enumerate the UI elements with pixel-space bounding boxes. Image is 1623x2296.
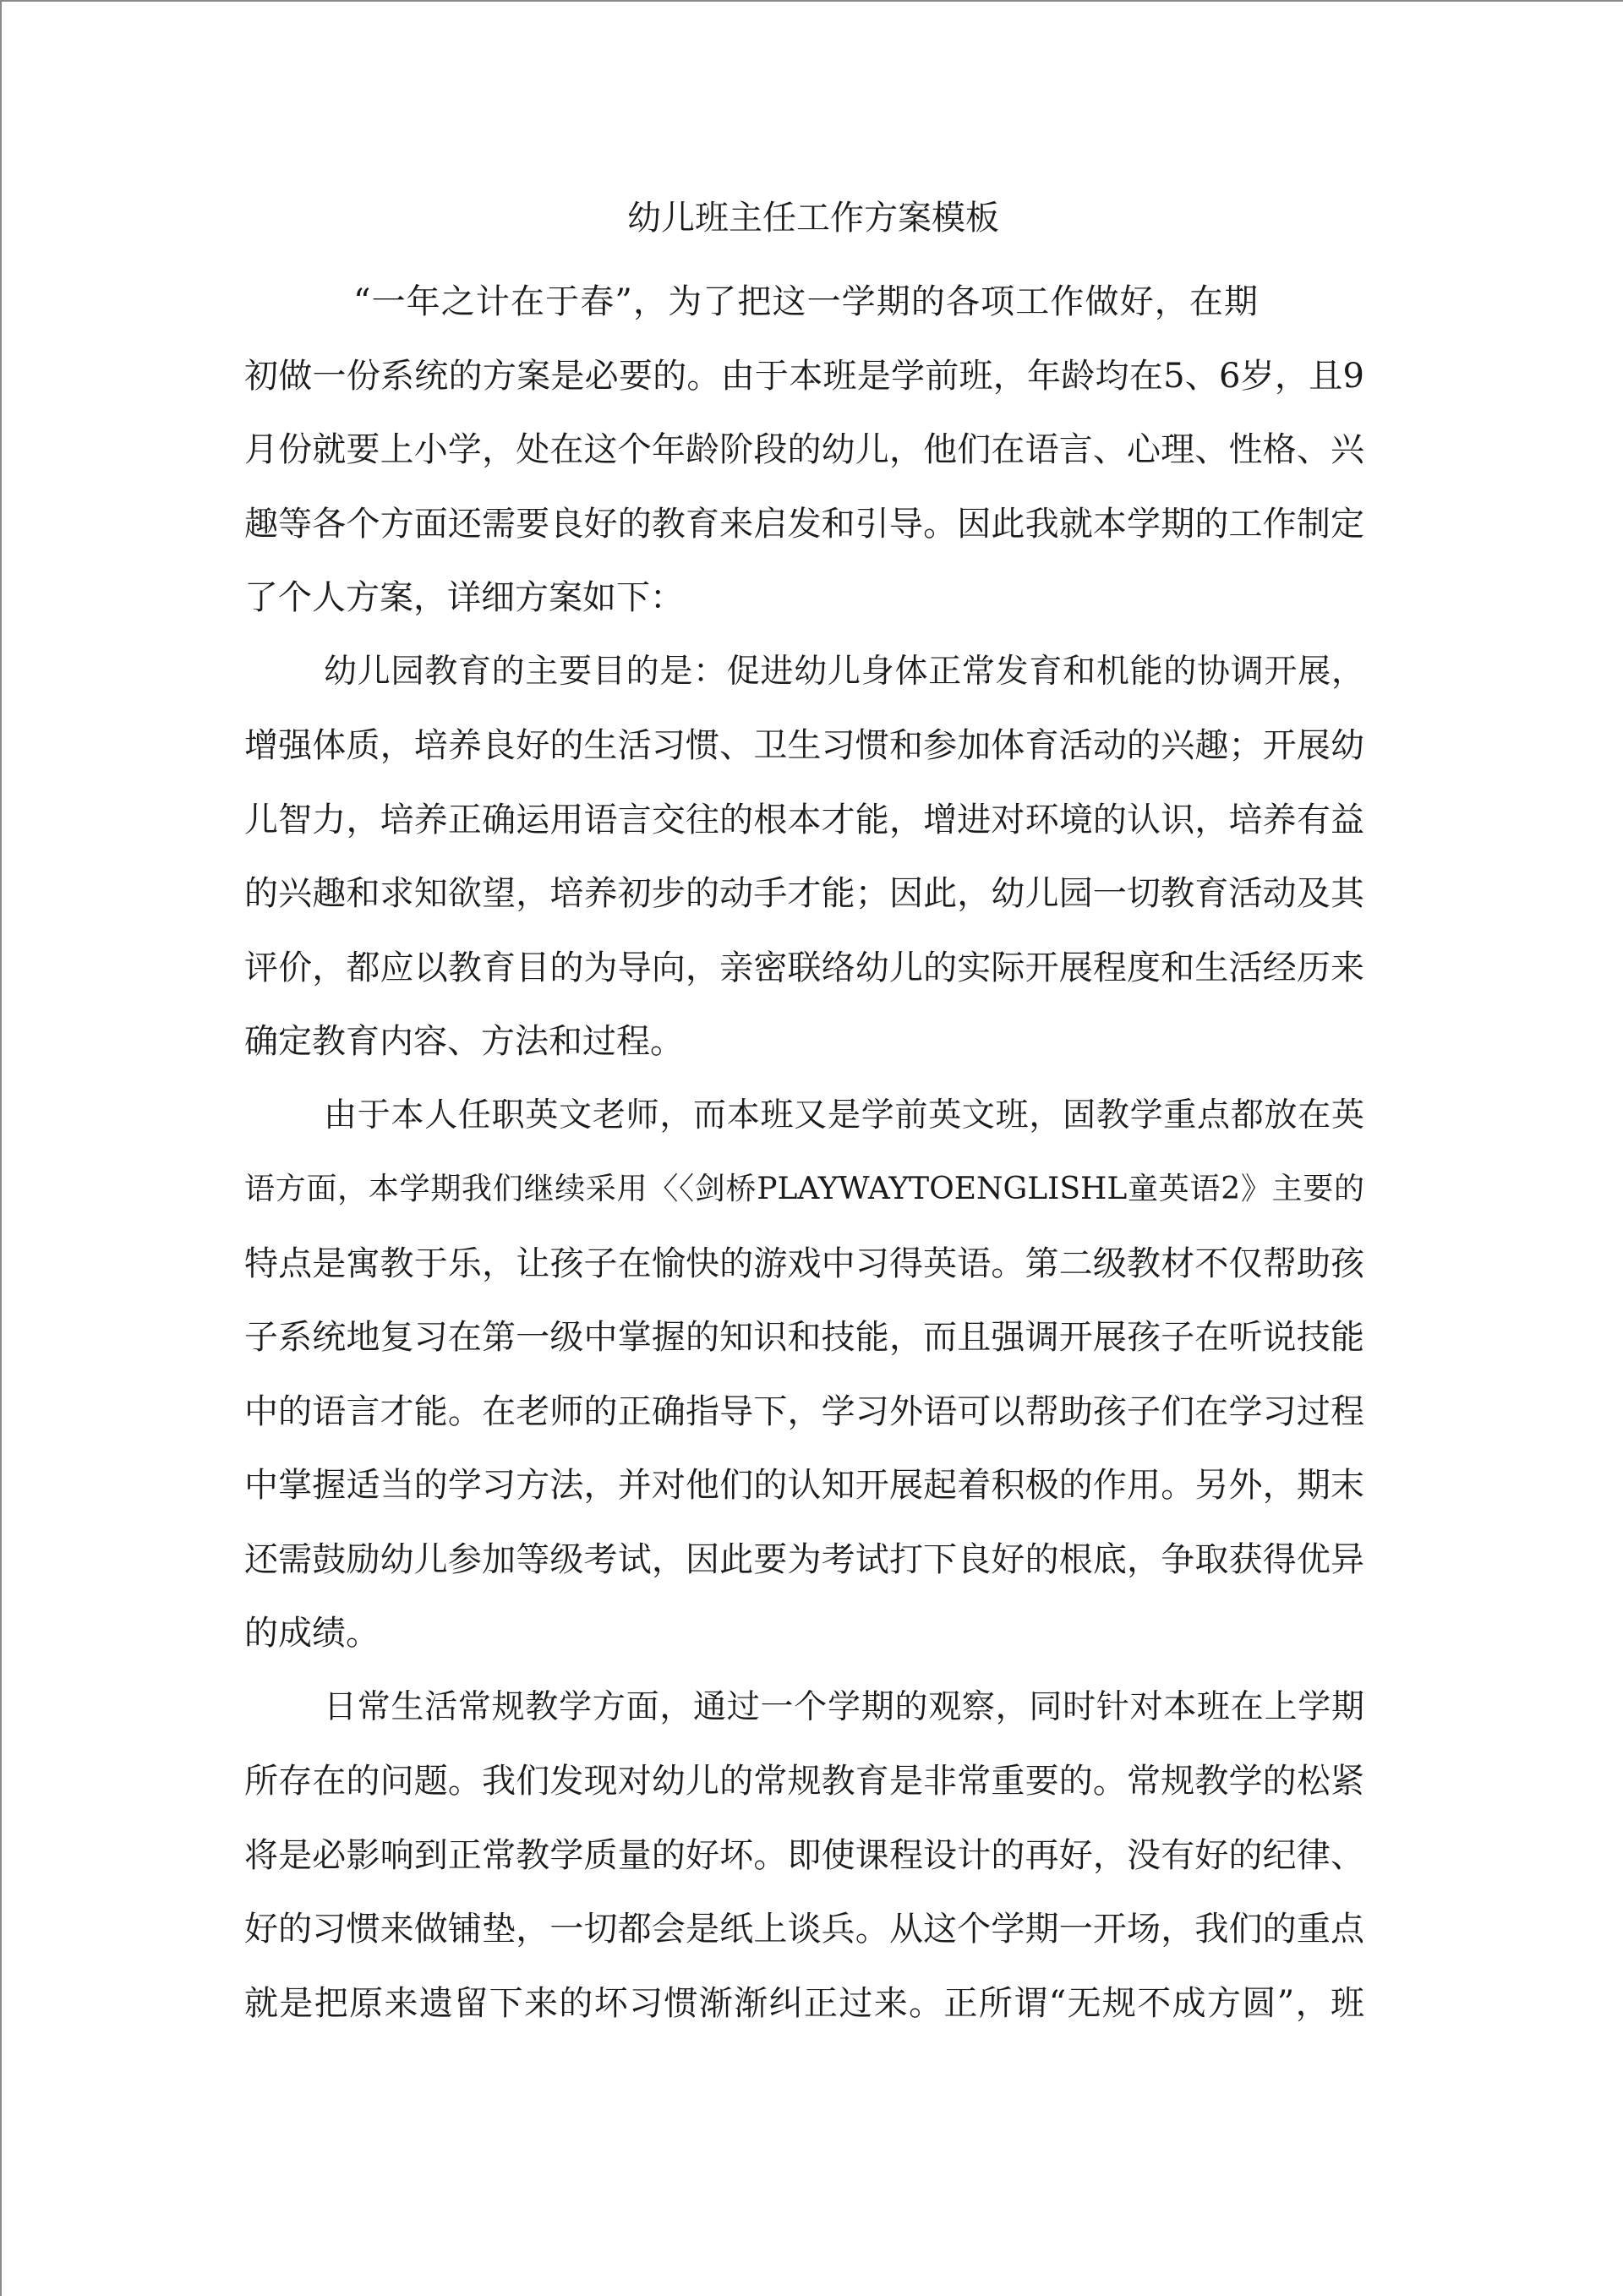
paragraph-line: 的成绩。 bbox=[244, 1614, 380, 1653]
paragraph-line: 还需鼓励幼儿参加等级考试，因此要为考试打下良好的根底，争取获得优异 bbox=[244, 1540, 1364, 1579]
paragraph-line: 特点是寓教于乐，让孩子在愉快的游戏中习得英语。第二级教材不仅帮助孩 bbox=[244, 1244, 1364, 1283]
paragraph-line: 儿智力，培养正确运用语言交往的根本才能，增进对环境的认识，培养有益 bbox=[244, 801, 1364, 839]
paragraph-line: 趣等各个方面还需要良好的教育来启发和引导。因此我就本学期的工作制定 bbox=[244, 505, 1364, 544]
paragraph-line: 所存在的问题。我们发现对幼儿的常规教育是非常重要的。常规教学的松紧 bbox=[244, 1762, 1364, 1801]
paragraph-line: 好的习惯来做铺垫，一切都会是纸上谈兵。从这个学期一开场，我们的重点 bbox=[244, 1910, 1364, 1949]
paragraph-line: 语方面，本学期我们继续采用〈〈剑桥PLAYWAYTOENGLISHL童英语2》主要的 bbox=[244, 1172, 1364, 1206]
paragraph-line: 就是把原来遗留下来的坏习惯渐渐纠正过来。正所谓“无规不成方圆”，班 bbox=[244, 1984, 1364, 2023]
paragraph-line: 的兴趣和求知欲望，培养初步的动手才能；因此，幼儿园一切教育活动及其 bbox=[244, 874, 1364, 913]
paragraph-line: 中的语言才能。在老师的正确指导下，学习外语可以帮助孩子们在学习过程 bbox=[244, 1392, 1364, 1431]
paragraph-line: 子系统地复习在第一级中掌握的知识和技能，而且强调开展孩子在听说技能 bbox=[244, 1318, 1364, 1357]
paragraph-line: 初做一份系统的方案是必要的。由于本班是学前班，年龄均在5、6岁，且9 bbox=[244, 357, 1364, 396]
paragraph-line: 将是必影响到正常教学质量的好坏。即使课程设计的再好，没有好的纪律、 bbox=[244, 1836, 1364, 1875]
paragraph-line: 中掌握适当的学习方法，并对他们的认知开展起着积极的作用。另外，期末 bbox=[244, 1466, 1364, 1505]
paragraph-line: 评价，都应以教育目的为导向，亲密联络幼儿的实际开展程度和生活经历来 bbox=[244, 948, 1364, 987]
paragraph-line: 由于本人任职英文老师，而本班又是学前英文班，固教学重点都放在英 bbox=[324, 1096, 1364, 1134]
page-title: 幼儿班主任工作方案模板 bbox=[627, 199, 999, 238]
paragraph-line: 幼儿园教育的主要目的是：促进幼儿身体正常发育和机能的协调开展， bbox=[324, 653, 1364, 691]
paragraph-line: 月份就要上小学，处在这个年龄阶段的幼儿，他们在语言、心理、性格、兴 bbox=[244, 430, 1364, 469]
paragraph-line: “一年之计在于春”，为了把这一学期的各项工作做好，在期 bbox=[353, 282, 1258, 321]
paragraph-line: 增强体质，培养良好的生活习惯、卫生习惯和参加体育活动的兴趣；开展幼 bbox=[244, 726, 1364, 765]
paragraph-line: 日常生活常规教学方面，通过一个学期的观察，同时针对本班在上学期 bbox=[324, 1688, 1364, 1726]
paragraph-line: 了个人方案，详细方案如下： bbox=[244, 578, 684, 617]
paragraph-line: 确定教育内容、方法和过程。 bbox=[244, 1022, 684, 1061]
